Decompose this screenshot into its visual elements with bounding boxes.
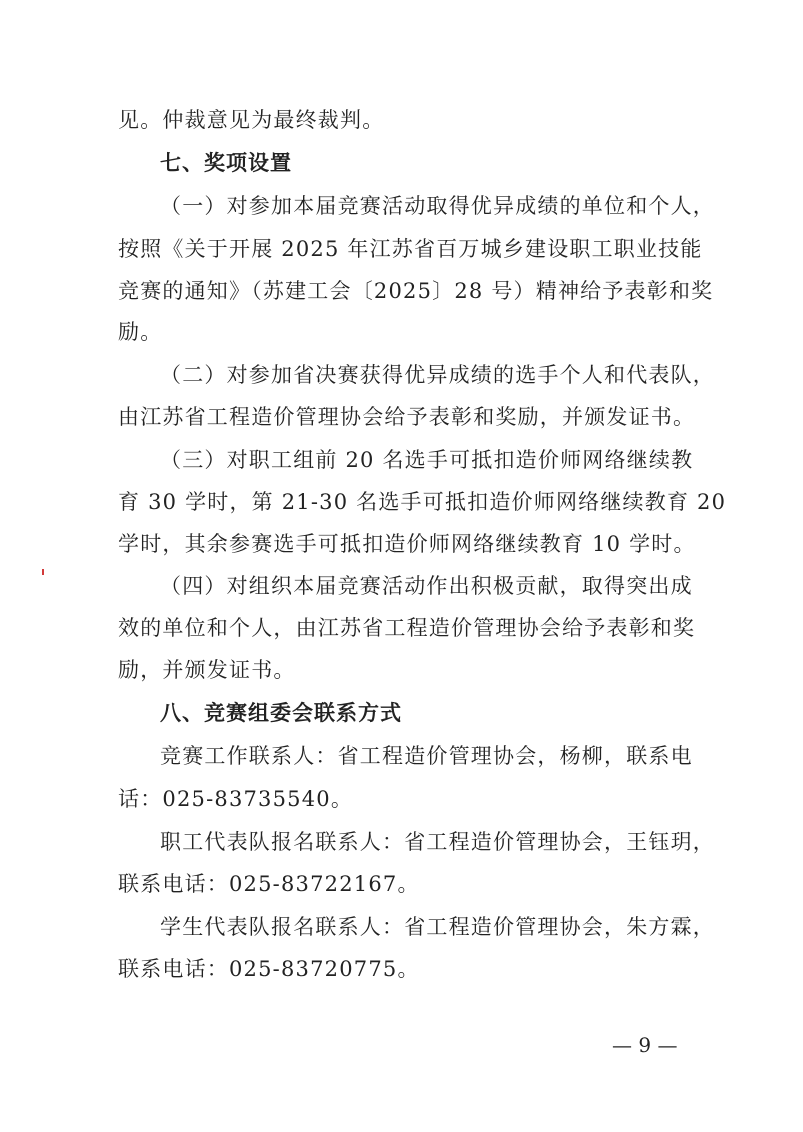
paragraph-line-award-1d: 励。 <box>118 320 163 344</box>
paragraph-line-award-4c: 励，并颁发证书。 <box>118 658 296 682</box>
paragraph-line-award-4b: 效的单位和个人，由江苏省工程造价管理协会给予表彰和奖 <box>118 616 696 640</box>
contact-line-competition-a: 竞赛工作联系人：省工程造价管理协会，杨柳，联系电 <box>160 744 693 768</box>
section-heading-contacts: 八、竞赛组委会联系方式 <box>160 701 402 725</box>
contact-line-staff-team-b: 联系电话：025-83722167。 <box>118 872 420 896</box>
paragraph-line-award-2a: （二）对参加省决赛获得优异成绩的选手个人和代表队， <box>160 363 715 387</box>
contact-line-student-team-a: 学生代表队报名联系人：省工程造价管理协会，朱方霖， <box>160 915 715 939</box>
paragraph-line-award-3c: 学时，其余参赛选手可抵扣造价师网络继续教育 10 学时。 <box>118 532 696 556</box>
contact-line-competition-b: 话：025-83735540。 <box>118 787 354 811</box>
paragraph-line-award-3a: （三）对职工组前 20 名选手可抵扣造价师网络继续教 <box>160 448 694 472</box>
page-number: — 9 — <box>612 1033 678 1057</box>
paragraph-line-award-1b: 按照《关于开展 2025 年江苏省百万城乡建设职工职业技能 <box>118 237 703 261</box>
contact-line-student-team-b: 联系电话：025-83720775。 <box>118 957 420 981</box>
paragraph-line-award-2b: 由江苏省工程造价管理协会给予表彰和奖励，并颁发证书。 <box>118 405 696 429</box>
margin-mark <box>42 569 44 575</box>
paragraph-line-award-1c: 竞赛的通知》（苏建工会〔2025〕28 号）精神给予表彰和奖 <box>118 279 714 303</box>
paragraph-line-award-1a: （一）对参加本届竞赛活动取得优异成绩的单位和个人， <box>160 194 715 218</box>
paragraph-line-award-3b: 育 30 学时，第 21-30 名选手可抵扣造价师网络继续教育 20 <box>118 490 727 514</box>
paragraph-line-award-4a: （四）对组织本届竞赛活动作出积极贡献，取得突出成 <box>160 574 693 598</box>
contact-line-staff-team-a: 职工代表队报名联系人：省工程造价管理协会，王钰玥， <box>160 830 715 854</box>
paragraph-line-arbitration-end: 见。仲裁意见为最终裁判。 <box>118 108 385 132</box>
section-heading-awards: 七、奖项设置 <box>160 151 292 175</box>
